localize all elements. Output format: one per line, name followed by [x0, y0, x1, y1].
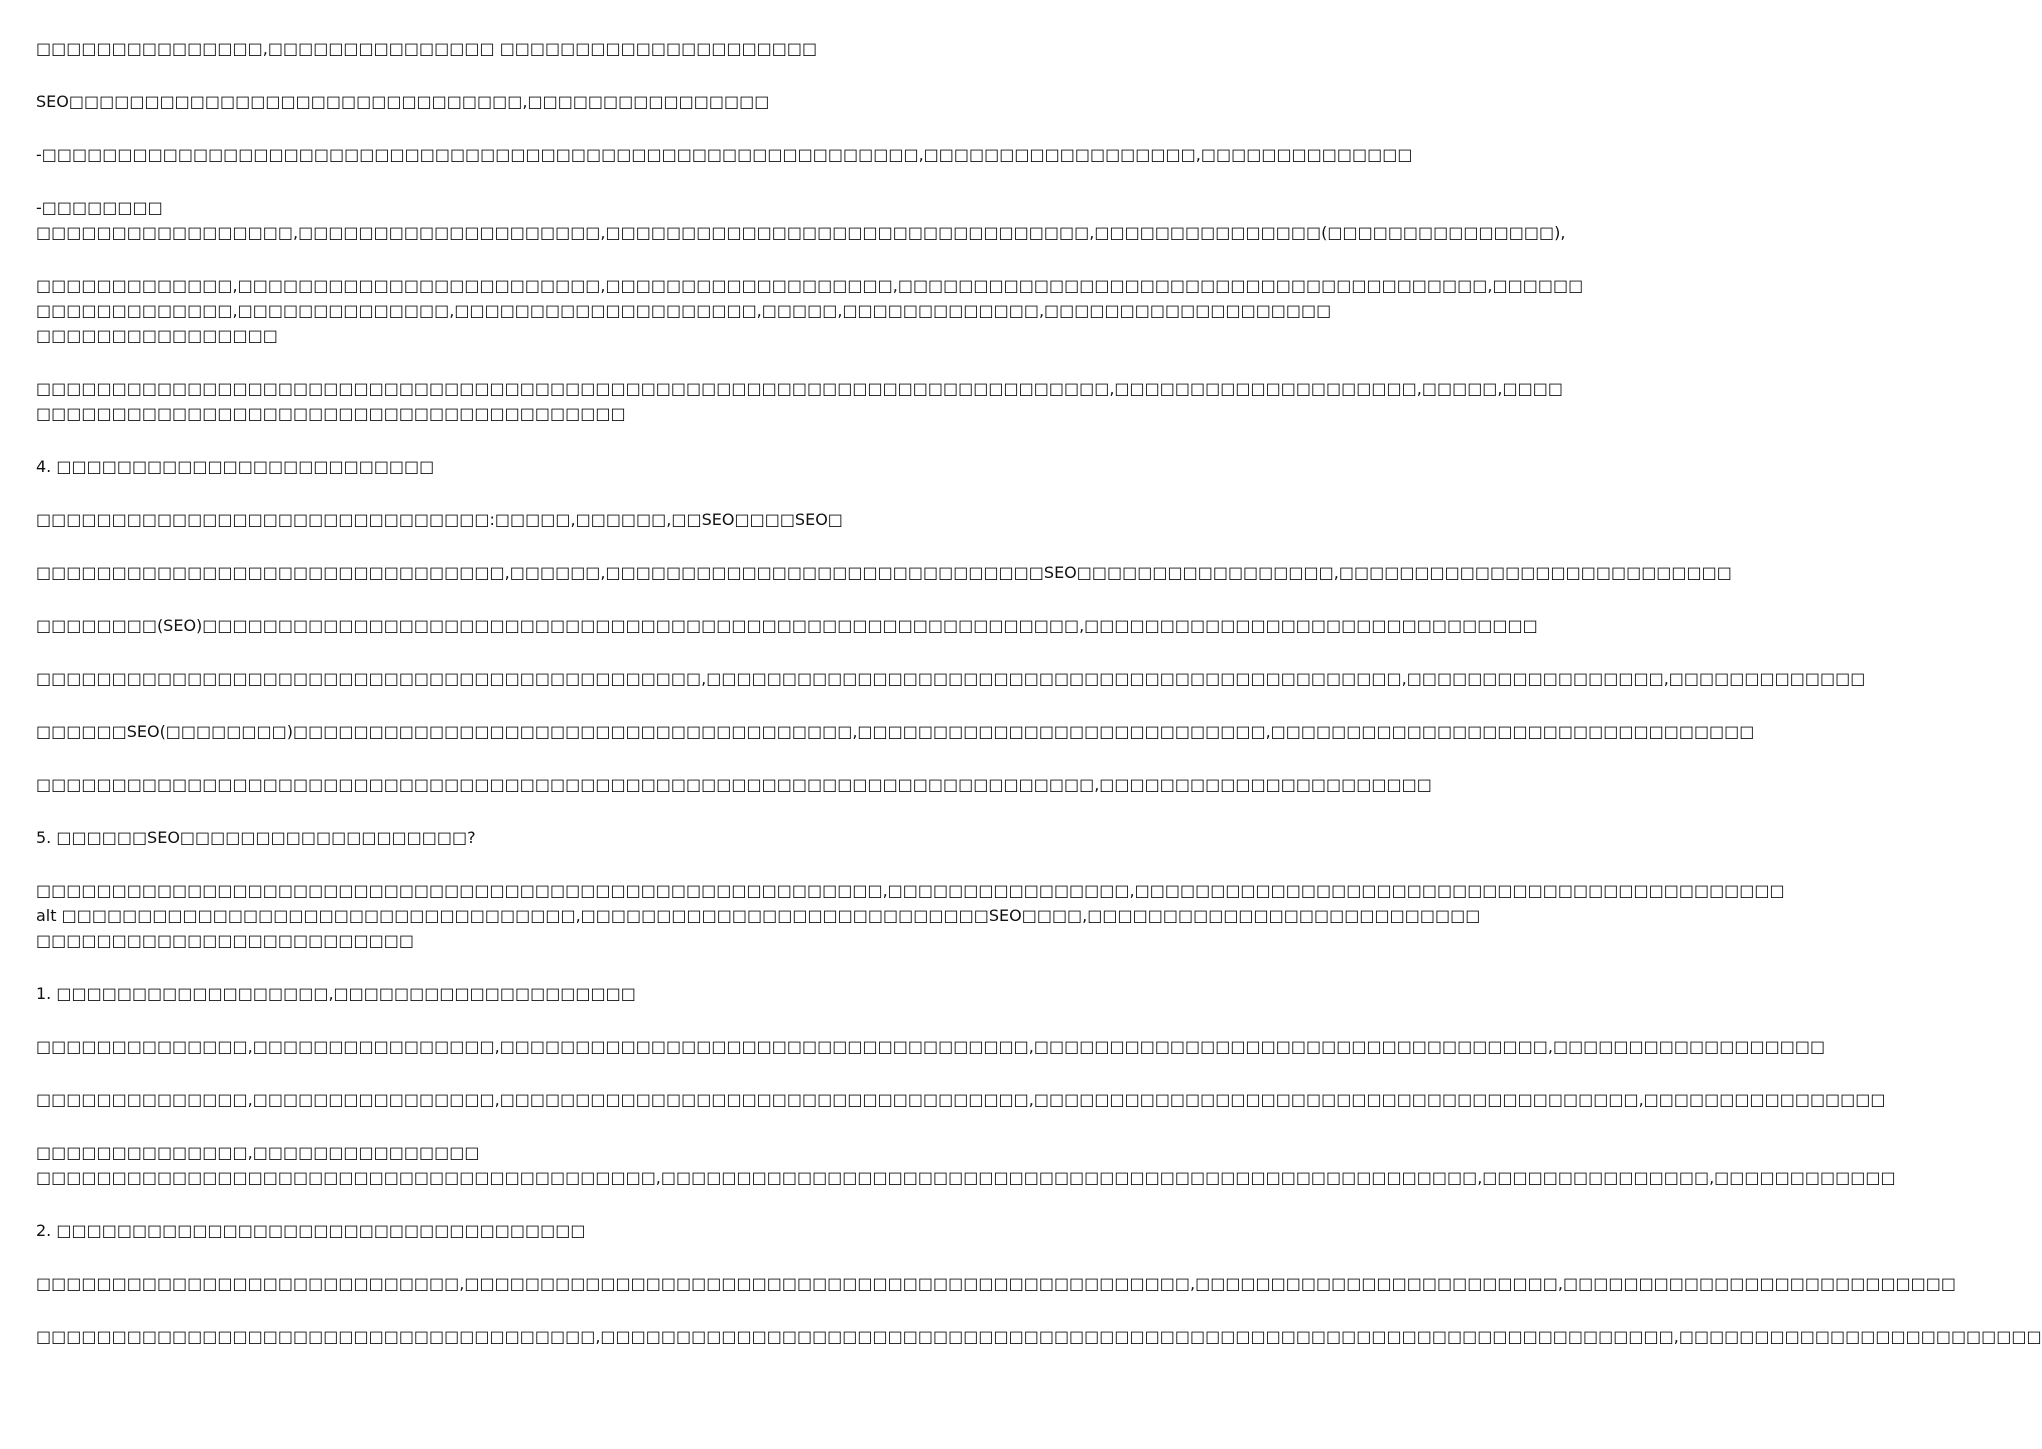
- text-line: □□□□□□SEO(□□□□□□□□)□□□□□□□□□□□□□□□□□□□□□□□□□□□□□□□□□□□□□,□□□□□□□□□□□□□□□□□□□□□□□□□□□,□□□□□□□□□□□□□□□□□□□□□□□□□□□□□□□□: [36, 722, 1755, 741]
- text-line: SEO□□□□□□□□□□□□□□□□□□□□□□□□□□□□□□,□□□□□□□□□□□□□□□□: [36, 92, 770, 111]
- paragraph: [36, 507, 990, 532]
- text-line: □□□□□□□□□□□□□□□□□,□□□□□□□□□□□□□□□□□□□□,□□□□□□□□□□□□□□□□□□□□□□□□□□□□□□□□,□□□□□□□□□□□□□□□(□□□□□□□□□□□□□□□),: [36, 223, 1566, 242]
- text-line: 5. □□□□□□SEO□□□□□□□□□□□□□□□□□□□?: [36, 828, 476, 847]
- paragraph: [36, 825, 990, 850]
- text-line: □□□□□□□□□□□□□□□□□□□□□□□□□□□□□□□□□□□□□□□□□□□□□□□□□□□□□□□□□□□□□□□□□□□□□□□,□□□□□□□□□□□□□□□□□□□□,□□□□□,□□□□: [36, 379, 1563, 398]
- text-line: 2. □□□□□□□□□□□□□□□□□□□□□□□□□□□□□□□□□□□: [36, 1221, 586, 1240]
- text-line: □□□□□□□□□□□□□,□□□□□□□□□□□□□□,□□□□□□□□□□□□□□□□□□□□,□□□□□,□□□□□□□□□□□□□,□□□□□□□□□□□□□□□□□□□: [36, 301, 1332, 320]
- paragraph: [36, 36, 990, 61]
- text-line: □□□□□□□□□□□□□□,□□□□□□□□□□□□□□□□,□□□□□□□□□□□□□□□□□□□□□□□□□□□□□□□□□□□,□□□□□□□□□□□□□□□□□□□□□□□□□□□□□□□□□□,□□□□□□□□□□□□□□□□□□: [36, 1037, 1826, 1056]
- paragraph: [36, 89, 990, 114]
- text-line: □□□□□□□□□□□□□□□□□□□□□□□□□□□□□□□□□□□□□□□□□□□□□□□□□□□□□□□□,□□□□□□□□□□□□□□□□,□□□□□□□□□□□□□□□□□□□□□□□□□□□□□□□□□□□□□□□□□□□: [36, 881, 1785, 900]
- text-line: □□□□□□□□□□□□□□□□□□□□□□□□□□□□□□□□□□□□□,□□□□□□□□□□□□□□□□□□□□□□□□□□□□□□□□□□□□□□□□□□□□□□□□□□□□□□□□□□□□□□□□□□□□□□□,□□□□□□□□□□□□□□□□□□□□□□□□: [36, 1327, 2042, 1346]
- paragraph: [36, 1218, 990, 1243]
- text-line: □□□□□□□□□□□□□□□□□□□□□□□□□□□□□□□,□□□□□□,□□□□□□□□□□□□□□□□□□□□□□□□□□□□□SEO□□□□□□□□□□□□□□□□□,□□□□□□□□□□□□□□□□□□□□□□□□□□: [36, 563, 1732, 582]
- paragraph: [36, 613, 1538, 638]
- paragraph: [36, 1271, 1957, 1296]
- paragraph: [36, 1087, 1886, 1112]
- text-line: □□□□□□□□□□□□□□□□: [36, 326, 278, 345]
- text-line: □□□□□□□□□□□□□□□□□□□□□□□□□□□□□□□□□□□□□□□: [36, 404, 626, 423]
- paragraph: [36, 195, 1566, 245]
- paragraph: [36, 1324, 2042, 1349]
- text-line: 4. □□□□□□□□□□□□□□□□□□□□□□□□□: [36, 457, 435, 476]
- text-line: □□□□□□□□□□□□□,□□□□□□□□□□□□□□□□□□□□□□□□,□□□□□□□□□□□□□□□□□□□,□□□□□□□□□□□□□□□□□□□□□□□□□□□□□□□□□□□□□□□,□□□□□□: [36, 276, 1584, 295]
- paragraph: [36, 560, 1732, 585]
- text-line: □□□□□□□□□□□□□□□□□□□□□□□□□□□□□□□□□□□□□□□□□□□□,□□□□□□□□□□□□□□□□□□□□□□□□□□□□□□□□□□□□□□□□□□□□□□,□□□□□□□□□□□□□□□□□,□□□□□□□□□□□□□: [36, 669, 1866, 688]
- paragraph: [36, 666, 1866, 691]
- paragraph: [36, 878, 1785, 953]
- text-line: □□□□□□□□□□□□□□□□□□□□□□□□□□□□□□□□□□□□□□□□□,□□□□□□□□□□□□□□□□□□□□□□□□□□□□□□□□□□□□□□□□□□□□□□□□□□□□□□,□□□□□□□□□□□□□□□,□□□□□□□□□□□□: [36, 1168, 1896, 1187]
- text-line: □□□□□□□□□□□□□□,□□□□□□□□□□□□□□□□,□□□□□□□□□□□□□□□□□□□□□□□□□□□□□□□□□□□,□□□□□□□□□□□□□□□□□□□□□□□□□□□□□□□□□□□□□□□□,□□□□□□□□□□□□□□□□: [36, 1090, 1886, 1109]
- paragraph: [36, 772, 1432, 797]
- paragraph: [36, 1034, 1826, 1059]
- text-line: □□□□□□□□□□□□□□,□□□□□□□□□□□□□□□: [36, 1143, 480, 1162]
- text-line: □□□□□□□□□□□□□□□□□□□□□□□□□□□□□□:□□□□□,□□□□□□,□□SEO□□□□SEO□: [36, 510, 843, 529]
- paragraph: [36, 1140, 1896, 1190]
- paragraph: [36, 273, 1584, 348]
- text-line: □□□□□□□□(SEO)□□□□□□□□□□□□□□□□□□□□□□□□□□□□□□□□□□□□□□□□□□□□□□□□□□□□□□□□□□,□□□□□□□□□□□□□□□□□□□□□□□□□□□□□□: [36, 616, 1538, 635]
- paragraph: [36, 376, 1563, 426]
- text-line: □□□□□□□□□□□□□□□□□□□□□□□□□□□□,□□□□□□□□□□□□□□□□□□□□□□□□□□□□□□□□□□□□□□□□□□□□□□□□,□□□□□□□□□□□□□□□□□□□□□□□□,□□□□□□□□□□□□□□□□□□□□□□□□□□: [36, 1274, 1957, 1293]
- text-line: □□□□□□□□□□□□□□□□□□□□□□□□□: [36, 931, 414, 950]
- text-line: alt □□□□□□□□□□□□□□□□□□□□□□□□□□□□□□□□□□,□□□□□□□□□□□□□□□□□□□□□□□□□□□SEO□□□□,□□□□□□□□□□□□□□□□□□□□□□□□□□: [36, 906, 1481, 925]
- text-line: □□□□□□□□□□□□□□□,□□□□□□□□□□□□□□□ □□□□□□□□□□□□□□□□□□□□□: [36, 39, 818, 58]
- document-page: [36, 36, 2042, 1377]
- paragraph: [36, 142, 1413, 167]
- paragraph: [36, 719, 1755, 744]
- text-line: □□□□□□□□□□□□□□□□□□□□□□□□□□□□□□□□□□□□□□□□□□□□□□□□□□□□□□□□□□□□□□□□□□□□□□,□□□□□□□□□□□□□□□□□□□□□□: [36, 775, 1432, 794]
- paragraph: [36, 981, 990, 1006]
- paragraph: [36, 454, 990, 479]
- text-line: -□□□□□□□□: [36, 198, 163, 217]
- text-line: -□□□□□□□□□□□□□□□□□□□□□□□□□□□□□□□□□□□□□□□□□□□□□□□□□□□□□□□□□□,□□□□□□□□□□□□□□□□□□,□□□□□□□□□□□□□□: [36, 145, 1413, 164]
- text-line: 1. □□□□□□□□□□□□□□□□□□,□□□□□□□□□□□□□□□□□□□□: [36, 984, 636, 1003]
